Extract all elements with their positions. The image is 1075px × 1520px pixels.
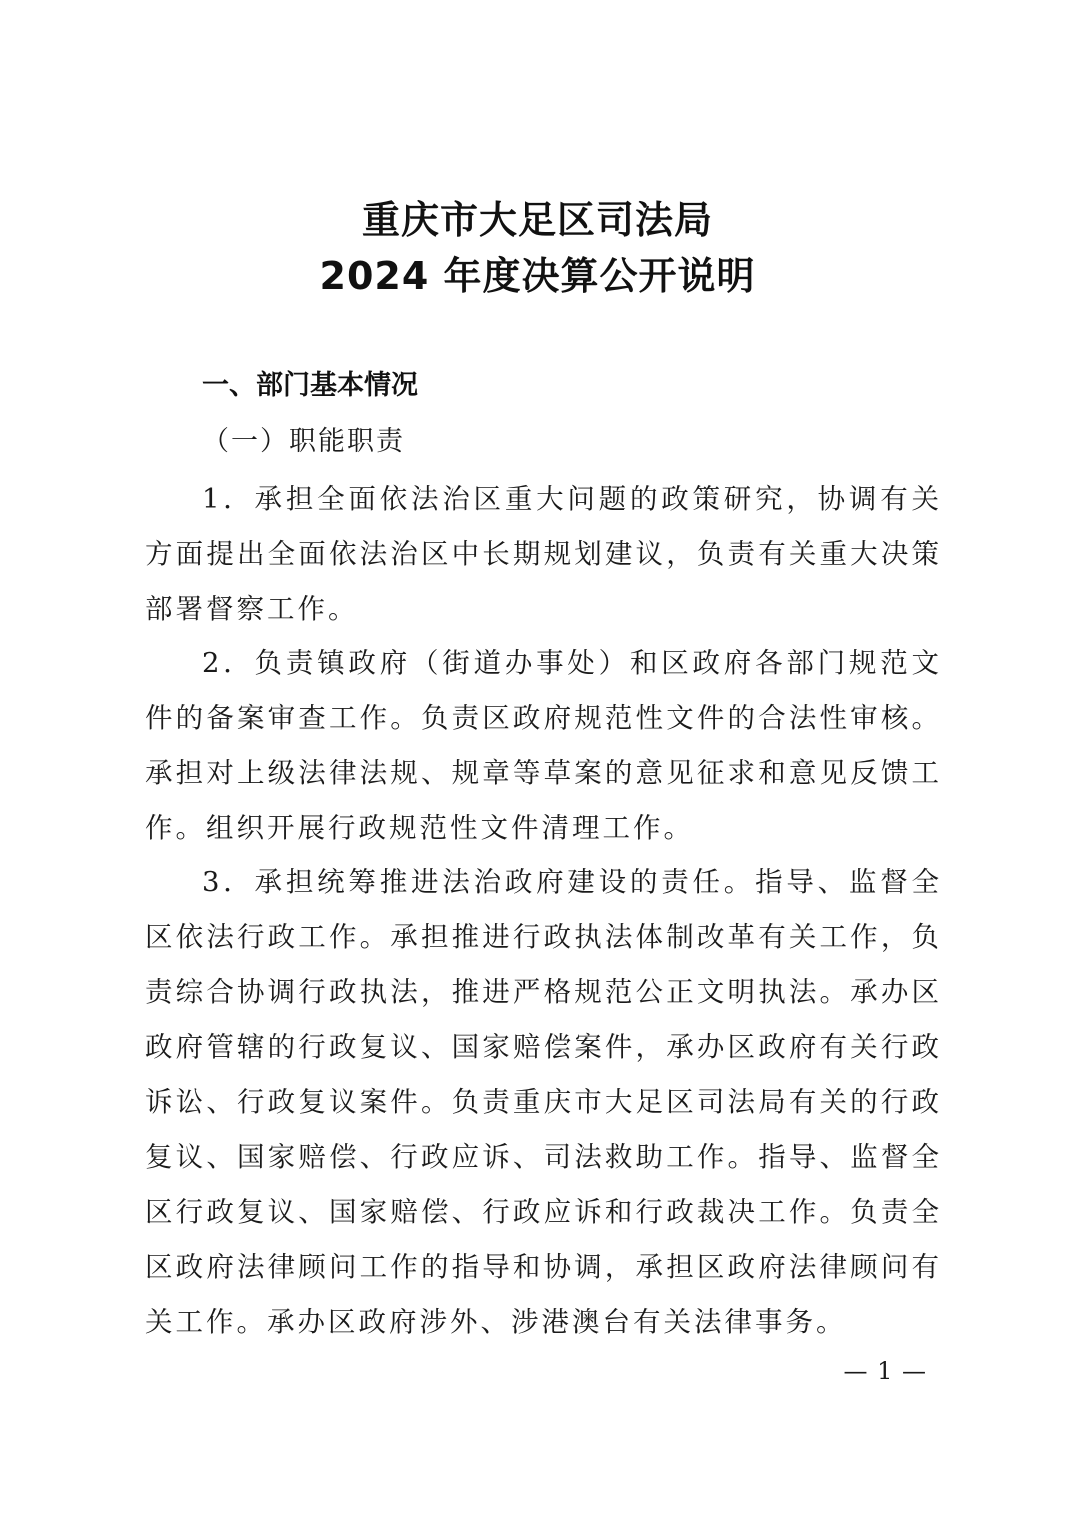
document-title-line1: 重庆市大足区司法局 bbox=[361, 198, 713, 242]
paragraph-item-3: 3．承担统筹推进法治政府建设的责任。指导、监督全区依法行政工作。承担推进行政执法体制改革有关工作，负责综合协调行政执法，推进严格规范公正文明执法。承办区政府管辖的行政复议、国家赔偿案件，承办区政府有关行政诉讼、行政复议案件。负责重庆市大足区司法局有关的行政复议、国家赔偿、行政应诉、司法救助工作。指导、监督全区行政复议、国家赔偿、行政应诉和行政裁决工作。负责全区政府法律顾问工作的指导和协调，承担区政府法律顾问有关工作。承办区政府涉外、涉港澳台有关法律事务。 bbox=[145, 866, 942, 1338]
document-title-line2: 2024 年度决算公开说明 bbox=[319, 254, 756, 298]
paragraph-item-2: 2．负责镇政府（街道办事处）和区政府各部门规范文件的备案审查工作。负责区政府规范性文件的合法性审核。承担对上级法律法规、规章等草案的意见征求和意见反馈工作。组织开展行政规范性文件清理工作。 bbox=[145, 647, 942, 844]
paragraph-item-1: 1．承担全面依法治区重大问题的政策研究，协调有关方面提出全面依法治区中长期规划建议，负责有关重大决策部署督察工作。 bbox=[145, 483, 942, 625]
subsection-heading: （一）职能职责 bbox=[202, 426, 405, 457]
section-heading: 一、部门基本情况 bbox=[202, 370, 418, 401]
page-number: — 1 — bbox=[843, 1357, 927, 1385]
